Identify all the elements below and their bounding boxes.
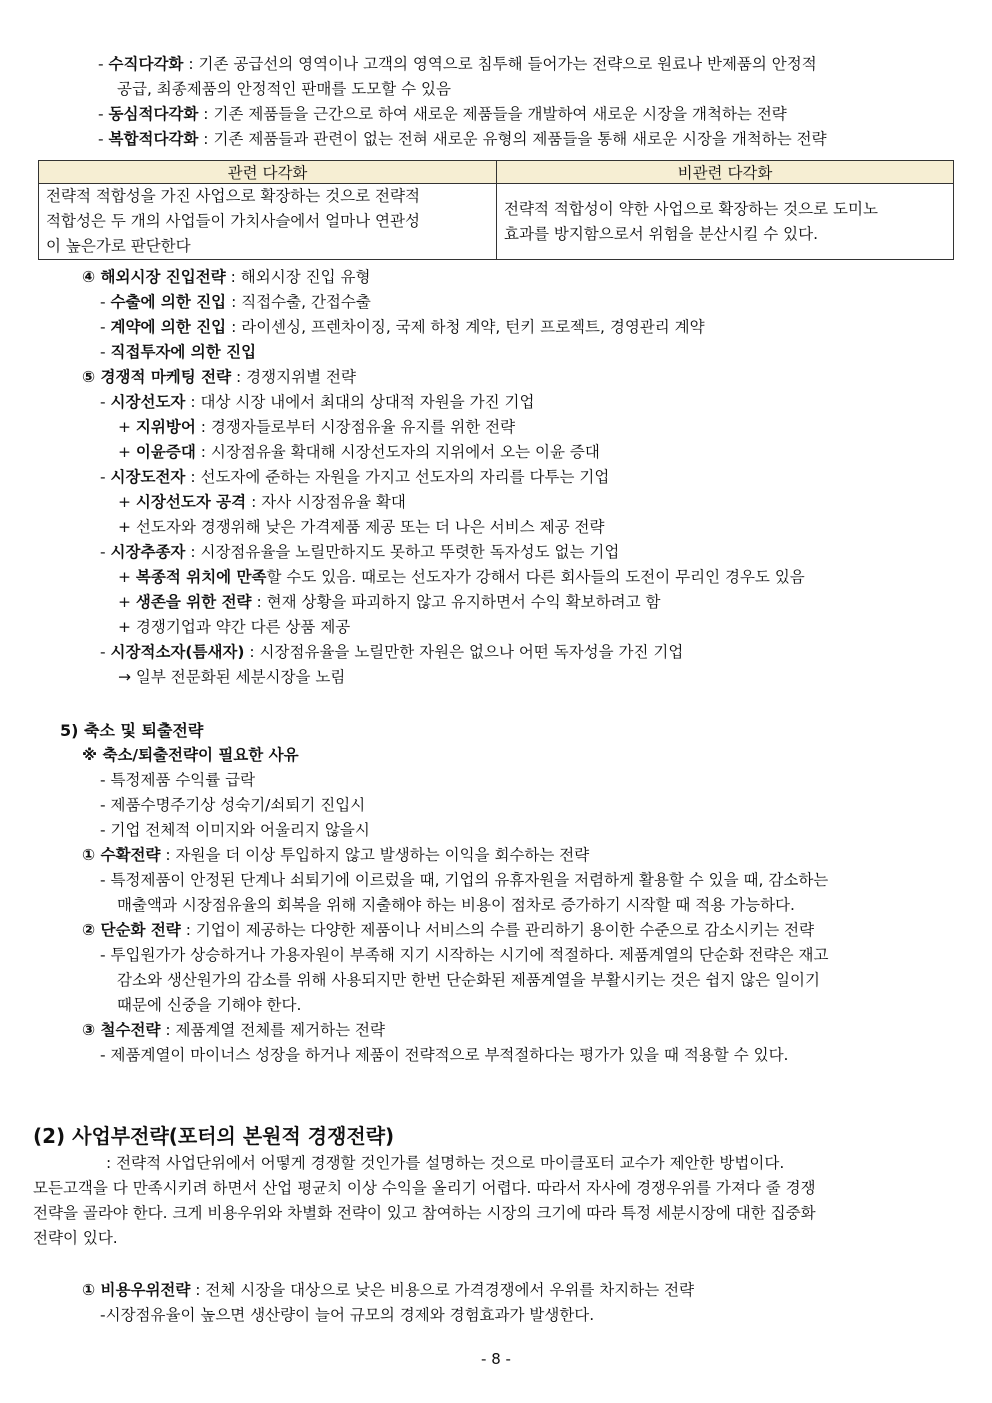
reason-item: - 제품수명주기상 성숙기/쇠퇴기 진입시 [100, 796, 366, 814]
market-nicher: - 시장적소자(틈새자) : 시장점유율을 노릴만한 자원은 없으나 어떤 독자성을 가진 기업 [100, 643, 684, 661]
diversification-concentric: - 동심적다각화 : 기존 제품들을 근간으로 하여 새로운 제품들을 개발하여 새로운 시장을 개척하는 전략 [98, 105, 787, 123]
follower-sub: + 복종적 위치에 만족할 수도 있음. 때로는 선도자가 강해서 다른 회사들의 도전이 무리인 경우도 있음 [118, 568, 805, 586]
reason-title: ※ 축소/퇴출전략이 필요한 사유 [82, 746, 299, 764]
cost-line: -시장점유율이 높으면 생산량이 늘어 규모의 경제와 경험효과가 발생한다. [100, 1306, 595, 1324]
section-2-title: (2) 사업부전략(포터의 본원적 경쟁전략) [33, 1124, 395, 1148]
table-header-unrelated: 비관련 다각화 [497, 161, 954, 184]
section-5-title: 5) 축소 및 퇴출전략 [60, 721, 204, 740]
withdraw-heading: ③ 철수전략 : 제품계열 전체를 제거하는 전략 [82, 1021, 385, 1039]
table-cell-unrelated: 전략적 적합성이 약한 사업으로 확장하는 것으로 도미노 효과를 방지함으로서 위험을 분산시킬 수 있다. [497, 184, 954, 260]
table-header-related: 관련 다각화 [39, 161, 497, 184]
follower-sub: + 경쟁기업과 약간 다른 상품 제공 [118, 618, 351, 636]
reason-item: - 기업 전체적 이미지와 어울리지 않을시 [100, 821, 370, 839]
overseas-heading: ④ 해외시장 진입전략 : 해외시장 진입 유형 [82, 268, 371, 286]
simplify-line: 때문에 신중을 기해야 한다. [117, 996, 302, 1014]
market-follower: - 시장추종자 : 시장점유율을 노릴만하지도 못하고 뚜렷한 독자성도 없는 기업 [100, 543, 620, 561]
leader-sub: + 이윤증대 : 시장점유율 확대해 시장선도자의 지위에서 오는 이윤 증대 [118, 443, 600, 461]
intro-line: 전략이 있다. [33, 1229, 118, 1247]
competitive-heading: ⑤ 경쟁적 마케팅 전략 : 경쟁지위별 전략 [82, 368, 356, 386]
leader-sub: + 지위방어 : 경쟁자들로부터 시장점유율 유지를 위한 전략 [118, 418, 516, 436]
simplify-line: - 투입원가가 상승하거나 가용자원이 부족해 지기 시작하는 시기에 적절하다. 제품계열의 단순화 전략은 재고 [100, 946, 829, 964]
overseas-item: - 계약에 의한 진입 : 라이센싱, 프렌차이징, 국제 하청 계약, 턴키 프로젝트, 경영관리 계약 [100, 318, 705, 336]
follower-sub: + 생존을 위한 전략 : 현재 상황을 파괴하지 않고 유지하면서 수익 확보하려고 함 [118, 593, 661, 611]
reason-item: - 특정제품 수익률 급락 [100, 771, 256, 789]
intro-line: : 전략적 사업단위에서 어떻게 경쟁할 것인가를 설명하는 것으로 마이클포터 교수가 제안한 방법이다. [106, 1154, 785, 1172]
diversification-vertical-cont: 공급, 최종제품의 안정적인 판매를 도모할 수 있음 [117, 80, 451, 98]
overseas-item: - 수출에 의한 진입 : 직접수출, 간접수출 [100, 293, 371, 311]
harvest-line: 매출액과 시장점유율의 회복을 위해 지출해야 하는 비용이 점차로 증가하기 시작할 때 적용 가능하다. [117, 896, 795, 914]
withdraw-line: - 제품계열이 마이너스 성장을 하거나 제품이 전략적으로 부적절하다는 평가가 있을 때 적용할 수 있다. [100, 1046, 789, 1064]
diversification-table [38, 160, 954, 260]
intro-line: 모든고객을 다 만족시키려 하면서 산업 평균치 이상 수익을 올리기 어렵다. 따라서 자사에 경쟁우위를 가져다 줄 경쟁 [33, 1179, 816, 1197]
simplify-heading: ② 단순화 전략 : 기업이 제공하는 다양한 제품이나 서비스의 수를 관리하기 용이한 수준으로 감소시키는 전략 [82, 921, 815, 939]
table-cell-related: 전략적 적합성을 가진 사업으로 확장하는 것으로 전략적 적합성은 두 개의 사업들이 가치사슬에서 얼마나 연관성 이 높은가로 판단한다 [39, 184, 497, 260]
market-leader: - 시장선도자 : 대상 시장 내에서 최대의 상대적 자원을 가진 기업 [100, 393, 535, 411]
diversification-conglomerate: - 복합적다각화 : 기존 제품들과 관련이 없는 전혀 새로운 유형의 제품들을 통해 새로운 시장을 개척하는 전략 [98, 130, 827, 148]
challenger-sub: + 선도자와 경쟁위해 낮은 가격제품 제공 또는 더 나은 서비스 제공 전략 [118, 518, 605, 536]
intro-line: 전략을 골라야 한다. 크게 비용우위와 차별화 전략이 있고 참여하는 시장의 크기에 따라 특정 세분시장에 대한 집중화 [33, 1204, 816, 1222]
harvest-heading: ① 수확전략 : 자원을 더 이상 투입하지 않고 발생하는 이익을 회수하는 전략 [82, 846, 590, 864]
harvest-line: - 특정제품이 안정된 단계나 쇠퇴기에 이르렀을 때, 기업의 유휴자원을 저렴하게 활용할 수 있을 때, 감소하는 [100, 871, 829, 889]
cost-heading: ① 비용우위전략 : 전체 시장을 대상으로 낮은 비용으로 가격경쟁에서 우위를 차지하는 전략 [82, 1281, 695, 1299]
overseas-item: - 직접투자에 의한 진입 [100, 343, 257, 361]
market-challenger: - 시장도전자 : 선도자에 준하는 자원을 가지고 선도자의 자리를 다투는 기업 [100, 468, 610, 486]
simplify-line: 감소와 생산원가의 감소를 위해 사용되지만 한번 단순화된 제품계열을 부활시키는 것은 쉽지 않은 일이기 [117, 971, 820, 989]
page-number: - 8 - [481, 1350, 511, 1368]
diversification-vertical: - 수직다각화 : 기존 공급선의 영역이나 고객의 영역으로 침투해 들어가는 전략으로 원료나 반제품의 안정적 [98, 55, 817, 73]
nicher-arrow: → 일부 전문화된 세분시장을 노림 [118, 668, 346, 686]
challenger-sub: + 시장선도자 공격 : 자사 시장점유율 확대 [118, 493, 406, 511]
